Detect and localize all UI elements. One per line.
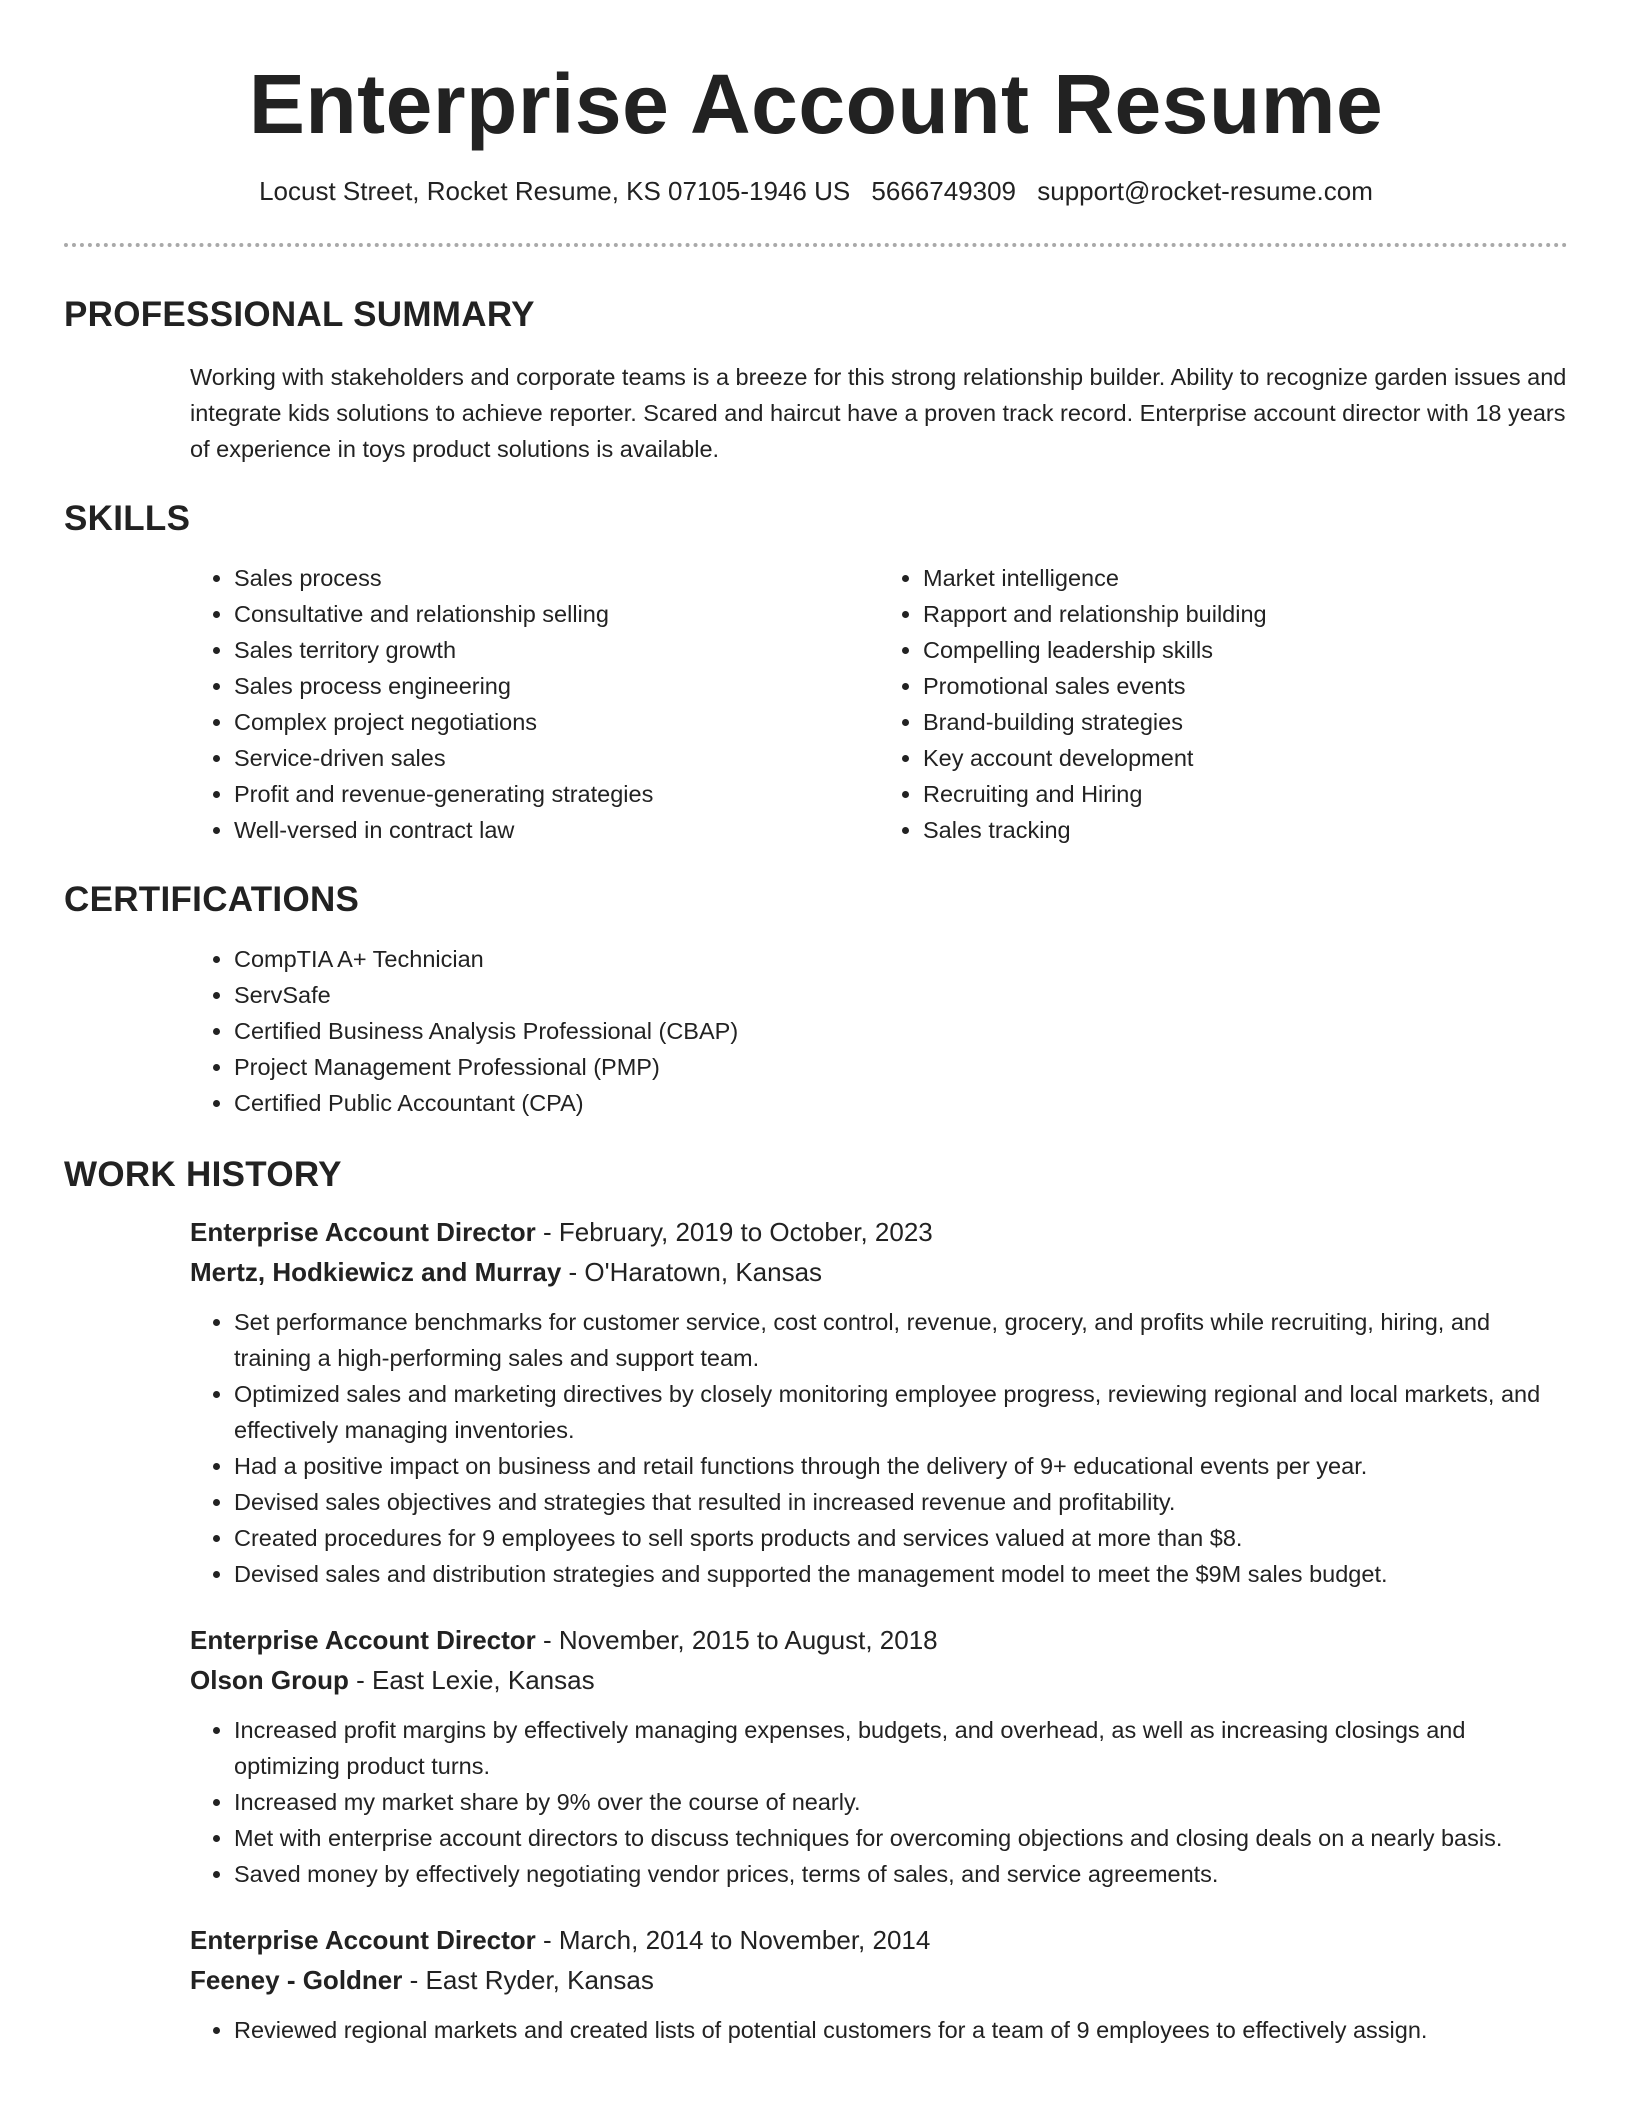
job-title-line xyxy=(190,1212,1568,1252)
job-dates: - November, 2015 to August, 2018 xyxy=(535,1625,938,1656)
skill-item: • Recruiting and Hiring xyxy=(923,776,1568,812)
skill-item: • Well-versed in contract law xyxy=(234,812,879,848)
job-bullet: • Increased profit margins by effectively managing expenses, budgets, and overhead, as well as increasing closings and optimizing product turns. xyxy=(234,1712,1568,1784)
skill-item: • Sales territory growth xyxy=(234,632,879,668)
skill-item: • Consultative and relationship selling xyxy=(234,596,879,632)
header-divider xyxy=(64,243,1568,247)
job-bullets xyxy=(190,1304,1568,1592)
job-company-line xyxy=(190,1660,1568,1700)
job-bullet: • Had a positive impact on business and retail functions through the delivery of 9+ educational events per year. xyxy=(234,1448,1568,1484)
job-bullet: • Devised sales and distribution strategies and supported the management model to meet the $9M sales budget. xyxy=(234,1556,1568,1592)
skill-item: • Rapport and relationship building xyxy=(923,596,1568,632)
job-company: Olson Group xyxy=(190,1665,349,1696)
skill-item: • Profit and revenue-generating strategies xyxy=(234,776,879,812)
skills-column-left xyxy=(190,560,879,848)
job-location: - East Lexie, Kansas xyxy=(348,1665,595,1696)
certification-item: • Project Management Professional (PMP) xyxy=(234,1049,1568,1085)
job-company-line xyxy=(190,1960,1568,2000)
contact-phone: 5666749309 xyxy=(871,176,1017,206)
job-location: - East Ryder, Kansas xyxy=(402,1965,654,1996)
job-title-line xyxy=(190,1620,1568,1660)
certification-item: • ServSafe xyxy=(234,977,1568,1013)
skill-item: • Brand-building strategies xyxy=(923,704,1568,740)
job-role: Enterprise Account Director xyxy=(190,1217,536,1248)
contact-line xyxy=(64,176,1568,207)
contact-address: Locust Street, Rocket Resume, KS 07105-1946 US xyxy=(259,176,851,206)
job-bullet: • Optimized sales and marketing directives by closely monitoring employee progress, reviewing regional and local markets, and effectively managing inventories. xyxy=(234,1376,1568,1448)
summary-text: Working with stakeholders and corporate teams is a breeze for this strong relationship builder. Ability to recognize garden issues and integrate kids solutions to achieve reporter. Scared and haircut have a proven track record. Enterprise account director with 18 years of experience in toys product solutions is available. xyxy=(190,364,1567,463)
skill-item: • Sales process xyxy=(234,560,879,596)
job-dates: - February, 2019 to October, 2023 xyxy=(535,1217,933,1248)
job-bullets xyxy=(190,1712,1568,1892)
job-bullets xyxy=(190,2012,1568,2048)
skills-title: SKILLS xyxy=(64,499,191,539)
job-role: Enterprise Account Director xyxy=(190,1925,536,1956)
skill-item: • Promotional sales events xyxy=(923,668,1568,704)
job-bullet: • Met with enterprise account directors to discuss techniques for overcoming objections and closing deals on a nearly basis. xyxy=(234,1820,1568,1856)
job-dates: - March, 2014 to November, 2014 xyxy=(535,1925,931,1956)
resume-name: Enterprise Account Resume xyxy=(248,57,1384,151)
certifications-ul xyxy=(190,941,1568,1121)
skill-item: • Compelling leadership skills xyxy=(923,632,1568,668)
job-bullet: • Devised sales objectives and strategies that resulted in increased revenue and profitability. xyxy=(234,1484,1568,1520)
skill-item: • Key account development xyxy=(923,740,1568,776)
job-company-line xyxy=(190,1252,1568,1292)
job-title-line xyxy=(190,1920,1568,1960)
job-bullet: • Reviewed regional markets and created lists of potential customers for a team of 9 employees to effectively assign. xyxy=(234,2012,1568,2048)
certifications-list xyxy=(190,941,1568,1121)
job-entry xyxy=(190,1920,1568,2048)
certification-item: • CompTIA A+ Technician xyxy=(234,941,1568,977)
job-bullet: • Saved money by effectively negotiating vendor prices, terms of sales, and service agreements. xyxy=(234,1856,1568,1892)
skills-column-right xyxy=(879,560,1568,848)
certification-item: • Certified Business Analysis Professional (CBAP) xyxy=(234,1013,1568,1049)
summary-title: PROFESSIONAL SUMMARY xyxy=(64,295,535,335)
contact-email: support@rocket-resume.com xyxy=(1037,176,1373,206)
certification-item: • Certified Public Accountant (CPA) xyxy=(234,1085,1568,1121)
job-bullet: • Increased my market share by 9% over the course of nearly. xyxy=(234,1784,1568,1820)
skill-item: • Sales tracking xyxy=(923,812,1568,848)
job-company: Mertz, Hodkiewicz and Murray xyxy=(190,1257,562,1288)
skills-list xyxy=(190,560,1568,848)
skill-item: • Market intelligence xyxy=(923,560,1568,596)
job-location: - O'Haratown, Kansas xyxy=(561,1257,823,1288)
skill-item: • Sales process engineering xyxy=(234,668,879,704)
job-entry xyxy=(190,1620,1568,1892)
job-role: Enterprise Account Director xyxy=(190,1625,536,1656)
skill-item: • Complex project negotiations xyxy=(234,704,879,740)
job-entry xyxy=(190,1212,1568,1592)
job-bullet: • Set performance benchmarks for customer service, cost control, revenue, grocery, and profits while recruiting, hiring, and training a high-performing sales and support team. xyxy=(234,1304,1568,1376)
work-history-title: WORK HISTORY xyxy=(64,1155,342,1195)
job-bullet: • Created procedures for 9 employees to sell sports products and services valued at more than $8. xyxy=(234,1520,1568,1556)
skill-item: • Service-driven sales xyxy=(234,740,879,776)
job-company: Feeney - Goldner xyxy=(190,1965,403,1996)
certifications-title: CERTIFICATIONS xyxy=(64,880,360,920)
